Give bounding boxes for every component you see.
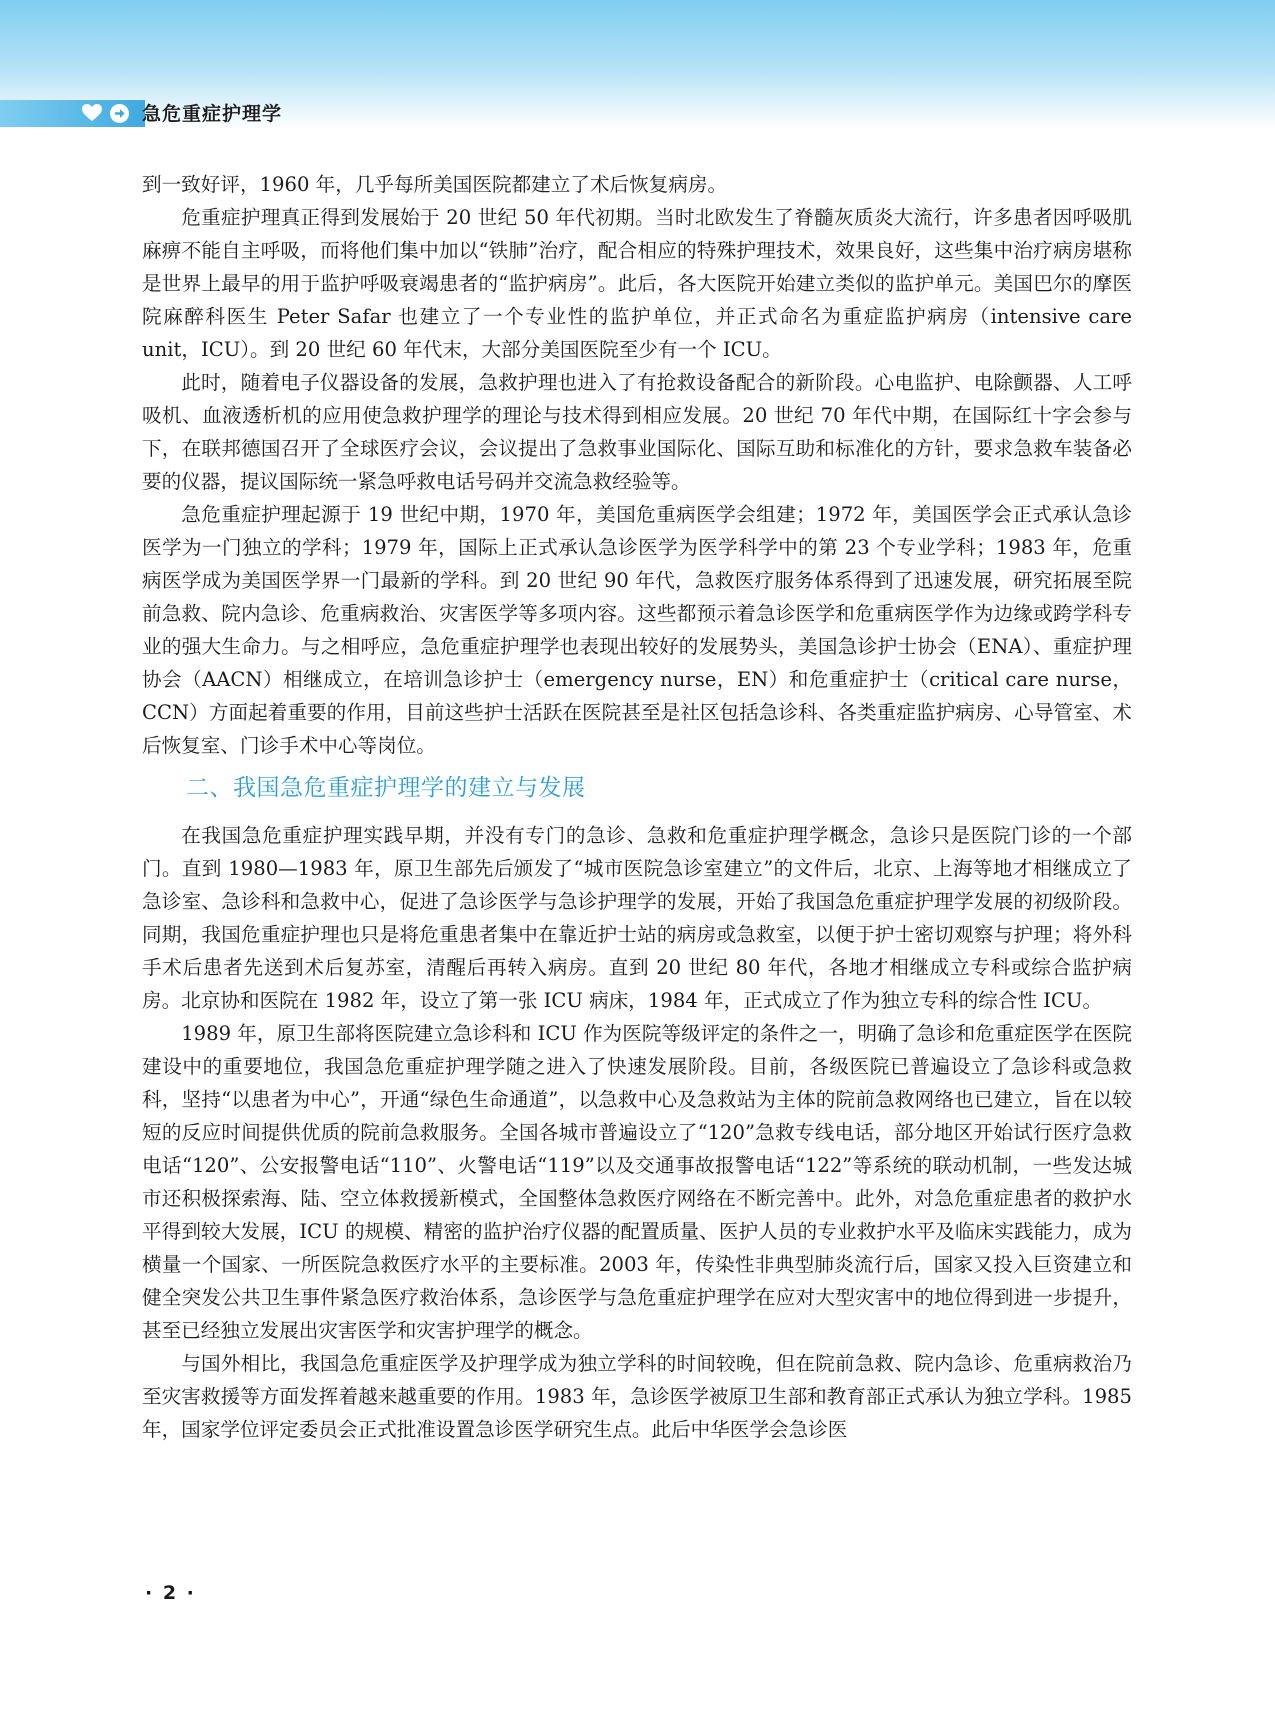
paragraph-continuation: 到一致好评，1960 年，几乎每所美国医院都建立了术后恢复病房。 [142,173,728,196]
arrow-right-circle-icon [110,104,129,123]
page-number: · 2 · [145,1582,196,1604]
section-heading: 二、我国急危重症护理学的建立与发展 [186,775,586,801]
running-header-title: 急危重症护理学 [142,103,283,125]
paragraph: 急危重症护理起源于 19 世纪中期，1970 年，美国危重病医学会组建；1972 年，美国医学会正式承认急诊医学为一门独立的学科；1979 年，国际上正式承认急诊医学为医学科学中的第 23 个专业学科；1983 年，危重病医学成为美国医学界一门最新的学科。到 20 世纪 90 年代，急救医疗服务体系得到了迅速发展，研究拓展至院前急救、院内急诊、危重病救治、灾害医学等多项内容。这些都预示着急诊医学和危重病医学作为边缘或跨学科专业的强大生命力。与之相呼应，急危重症护理学也表现出较好的发展势头，美国急诊护士协会（ENA）、重症护理协会（AACN）相继成立，在培训急诊护士（emergency nurse，EN）和危重症护士（critical care nurse，CCN）方面起着重要的作用，目前这些护士活跃在医院甚至是社区包括急诊科、各类重症监护病房、心导管室、术后恢复室、门诊手术中心等岗位。 [142,503,1132,757]
paragraph: 此时，随着电子仪器设备的发展，急救护理也进入了有抢救设备配合的新阶段。心电监护、电除颤器、人工呼吸机、血液透析机的应用使急救护理学的理论与技术得到相应发展。20 世纪 70 年代中期，在国际红十字会参与下，在联邦德国召开了全球医疗会议，会议提出了急救事业国际化、国际互助和标准化的方针，要求急救车装备必要的仪器，提议国际统一紧急呼救电话号码并交流急救经验等。 [142,371,1132,493]
paragraph: 1989 年，原卫生部将医院建立急诊科和 ICU 作为医院等级评定的条件之一，明确了急诊和危重症医学在医院建设中的重要地位，我国急危重症护理学随之进入了快速发展阶段。目前，各级医院已普遍设立了急诊科或急救科，坚持“以患者为中心”，开通“绿色生命通道”，以急救中心及急救站为主体的院前急救网络也已建立，旨在以较短的反应时间提供优质的院前急救服务。全国各城市普遍设立了“120”急救专线电话，部分地区开始试行医疗急救电话“120”、公安报警电话“110”、火警电话“119”以及交通事故报警电话“122”等系统的联动机制，一些发达城市还积极探索海、陆、空立体救援新模式，全国整体急救医疗网络在不断完善中。此外，对急危重症患者的救护水平得到较大发展，ICU 的规模、精密的监护治疗仪器的配置质量、医护人员的专业救护水平及临床实践能力，成为横量一个国家、一所医院急救医疗水平的主要标准。2003 年，传染性非典型肺炎流行后，国家又投入巨资建立和健全突发公共卫生事件紧急医疗救治体系，急诊医学与急危重症护理学在应对大型灾害中的地位得到进一步提升，甚至已经独立发展出灾害医学和灾害护理学的概念。 [142,1022,1132,1342]
paragraph: 与国外相比，我国急危重症医学及护理学成为独立学科的时间较晚，但在院前急救、院内急诊、危重病救治乃至灾害救援等方面发挥着越来越重要的作用。1983 年，急诊医学被原卫生部和教育部正式承认为独立学科。1985 年，国家学位评定委员会正式批准设置急诊医学研究生点。此后中华医学会急诊医 [142,1352,1132,1441]
paragraph: 危重症护理真正得到发展始于 20 世纪 50 年代初期。当时北欧发生了脊髓灰质炎大流行，许多患者因呼吸肌麻痹不能自主呼吸，而将他们集中加以“铁肺”治疗，配合相应的特殊护理技术，效果良好，这些集中治疗病房堪称是世界上最早的用于监护呼吸衰竭患者的“监护病房”。此后，各大医院开始建立类似的监护单元。美国巴尔的摩医院麻醉科医生 Peter Safar 也建立了一个专业性的监护单位，并正式命名为重症监护病房（intensive care unit，ICU）。到 20 世纪 60 年代末，大部分美国医院至少有一个 ICU。 [142,206,1132,361]
page-content [142,168,1132,1446]
heart-icon [82,104,102,122]
paragraph: 在我国急危重症护理实践早期，并没有专门的急诊、急救和危重症护理学概念，急诊只是医院门诊的一个部门。直到 1980—1983 年，原卫生部先后颁发了“城市医院急诊室建立”的文件后，北京、上海等地才相继成立了急诊室、急诊科和急救中心，促进了急诊医学与急诊护理学的发展，开始了我国急危重症护理学发展的初级阶段。同期，我国危重症护理也只是将危重患者集中在靠近护士站的病房或急救室，以便于护士密切观察与护理；将外科手术后患者先送到术后复苏室，清醒后再转入病房。直到 20 世纪 80 年代，各地才相继成立专科或综合监护病房。北京协和医院在 1982 年，设立了第一张 ICU 病床，1984 年，正式成立了作为独立专科的综合性 ICU。 [142,824,1132,1012]
